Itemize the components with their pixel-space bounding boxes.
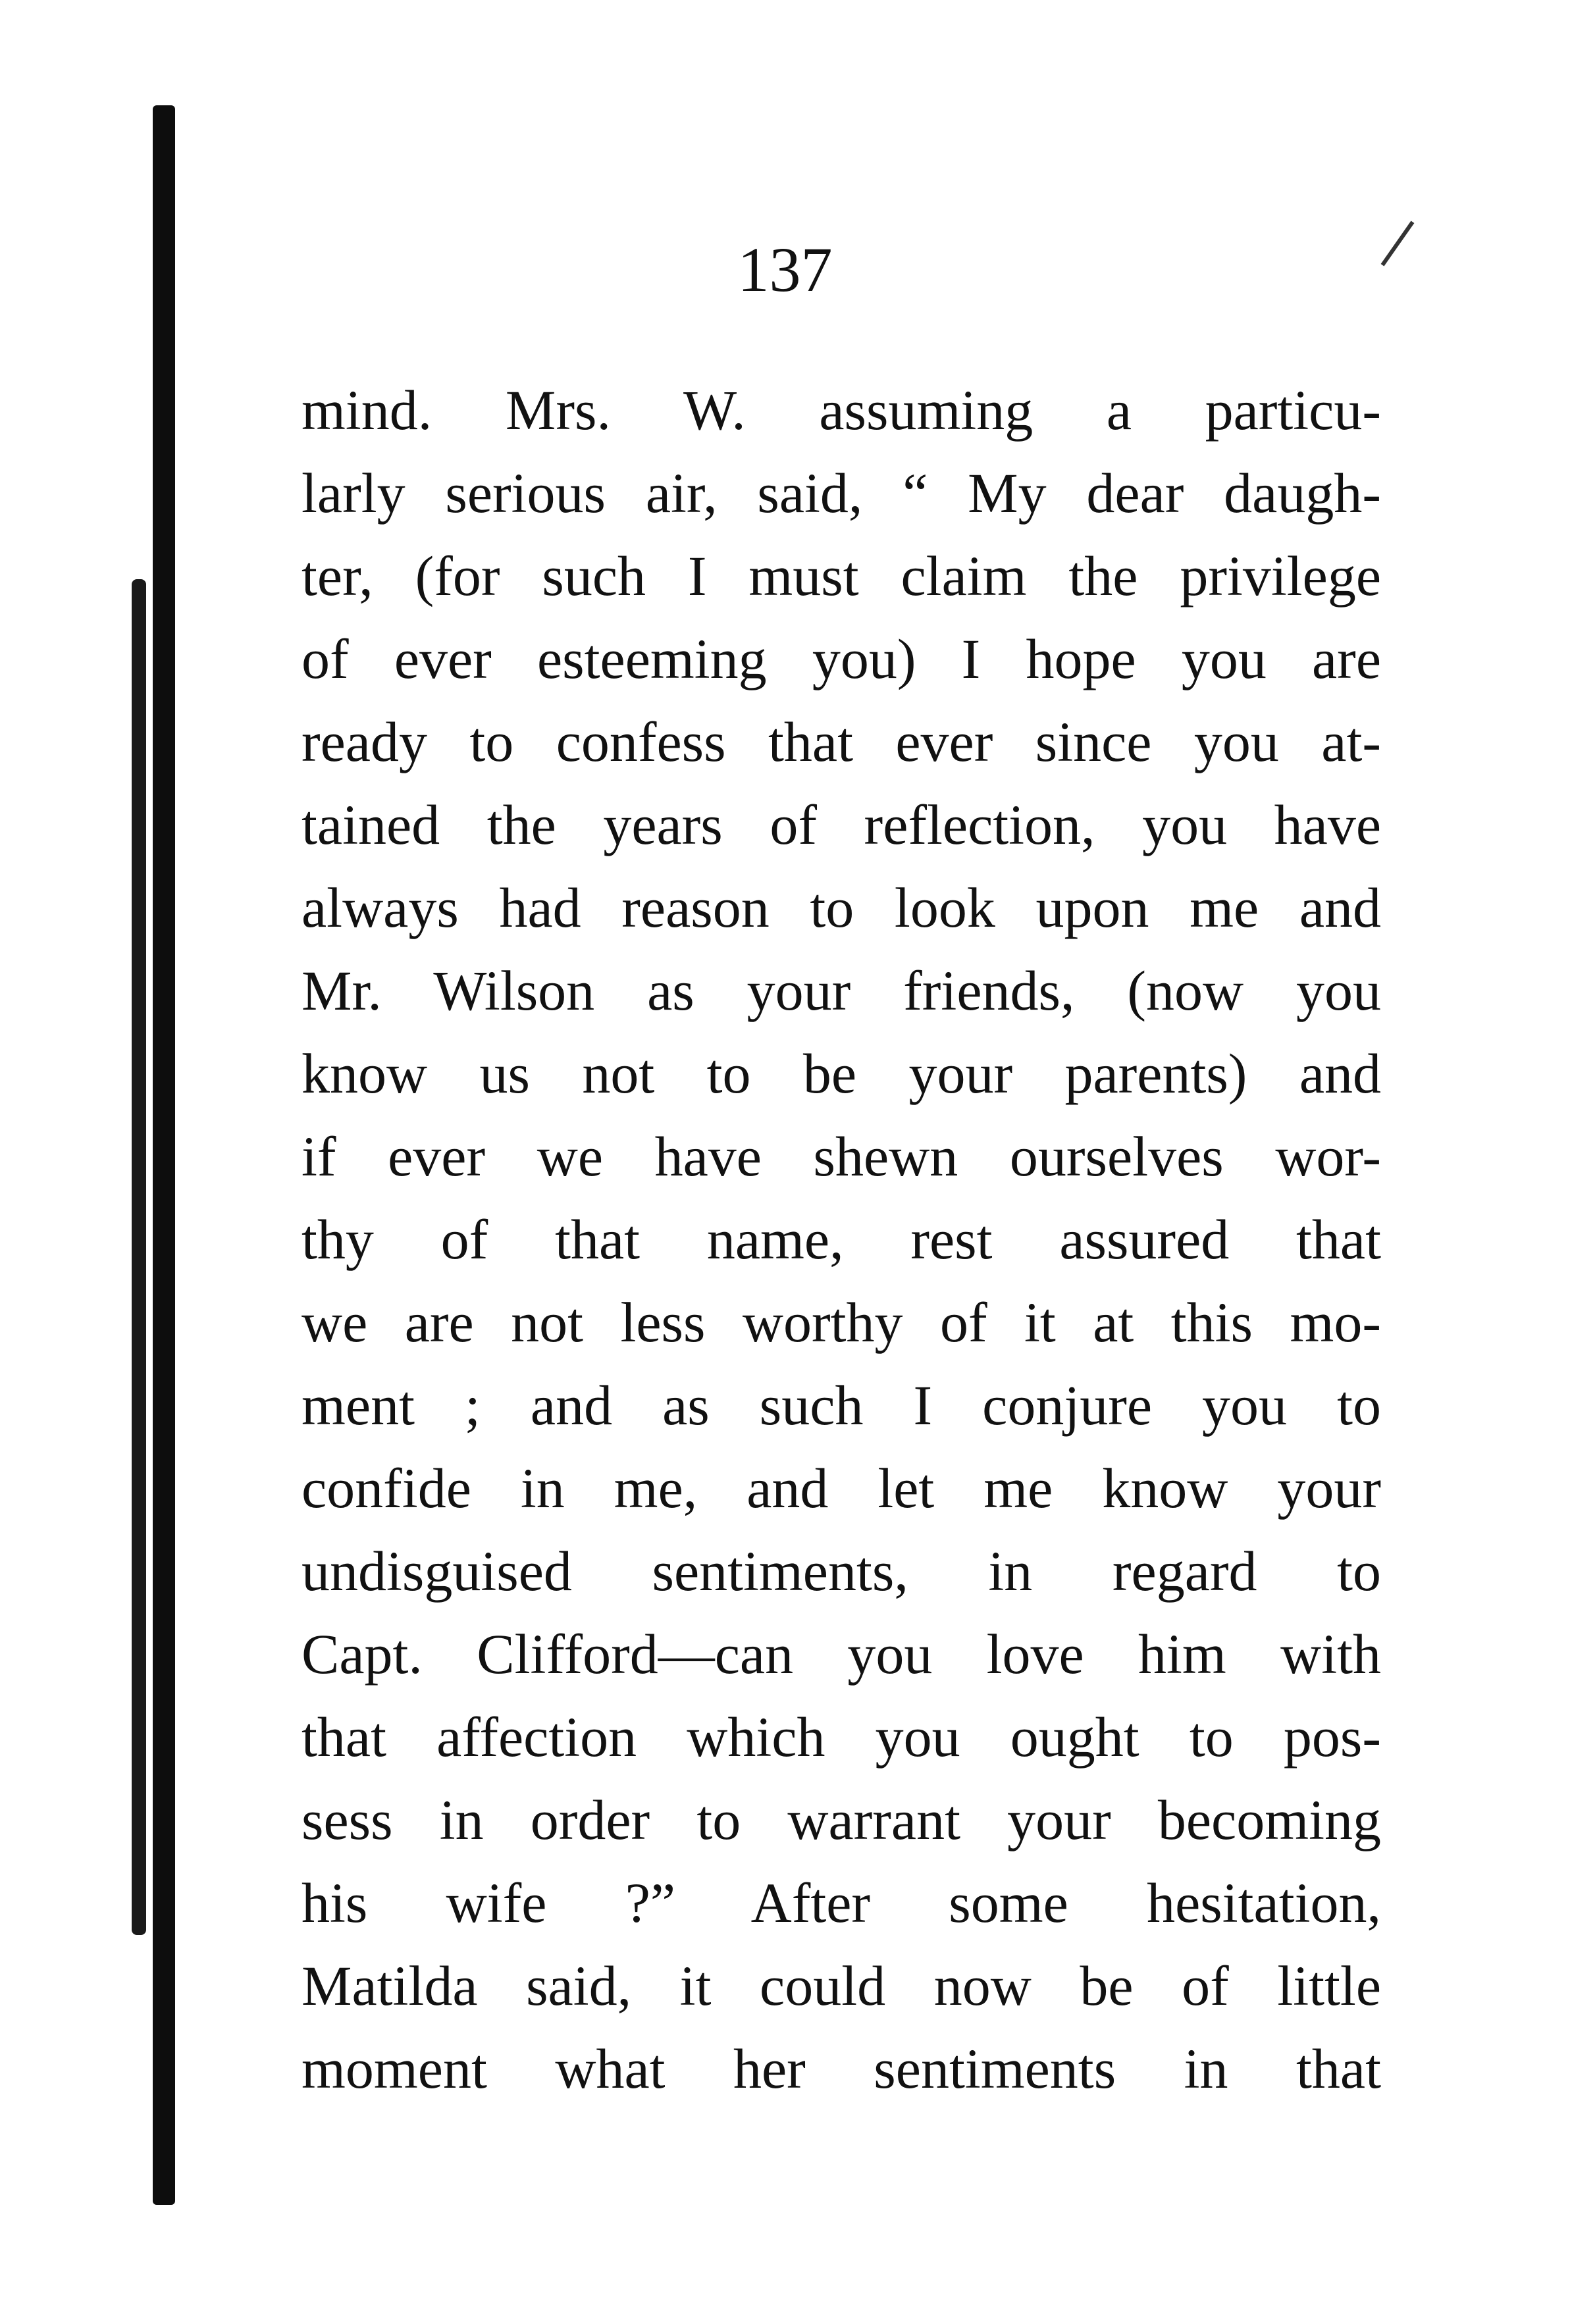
text-line: Capt. Clifford—can you love him with <box>301 1622 1381 1686</box>
body-text <box>301 369 1381 2110</box>
text-line: confide in me, and let me know your <box>301 1457 1381 1520</box>
text-line: thy of that name, rest assured that <box>301 1208 1381 1271</box>
text-line: we are not less worthy of it at this mo- <box>301 1291 1381 1354</box>
text-line: ment ; and as such I conjure you to <box>301 1374 1381 1437</box>
text-line: mind. Mrs. W. assuming a particu- <box>301 378 1381 442</box>
text-line: of ever esteeming you) I hope you are <box>301 627 1381 690</box>
text-line: Mr. Wilson as your friends, (now you <box>301 959 1381 1022</box>
text-line: sess in order to warrant your becoming <box>301 1788 1381 1851</box>
text-line: ter, (for such I must claim the privilege <box>301 544 1381 607</box>
text-line: if ever we have shewn ourselves wor- <box>301 1125 1381 1188</box>
text-line: larly serious air, said, “ My dear daugh- <box>301 461 1381 525</box>
text-line: moment what her sentiments in that <box>301 2037 1381 2100</box>
text-line: Matilda said, it could now be of little <box>301 1954 1381 2017</box>
text-line: that affection which you ought to pos- <box>301 1705 1381 1769</box>
page-binding-shadow <box>132 579 146 1935</box>
text-line: always had reason to look upon me and <box>301 876 1381 939</box>
page-number: 137 <box>737 234 833 305</box>
text-line: tained the years of reflection, you have <box>301 793 1381 856</box>
text-line: know us not to be your parents) and <box>301 1042 1381 1105</box>
text-line: ready to confess that ever since you at- <box>301 710 1381 773</box>
text-line: his wife ?” After some hesitation, <box>301 1871 1381 1934</box>
page-binding-edge <box>153 105 175 2205</box>
text-line: undisguised sentiments, in regard to <box>301 1539 1381 1603</box>
